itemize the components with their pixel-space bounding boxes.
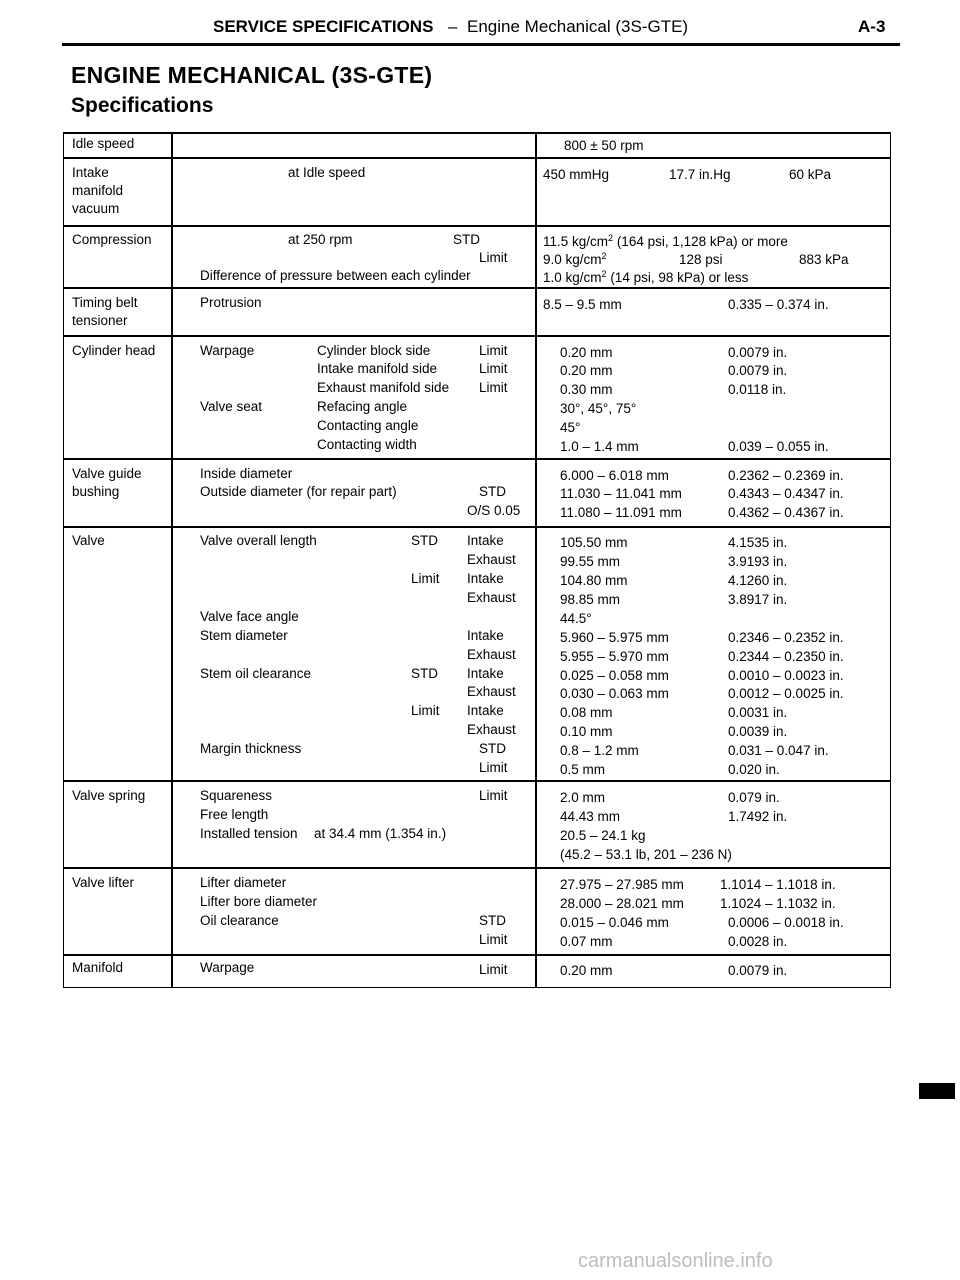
value-metric: 0.8 – 1.2 mm: [560, 743, 639, 758]
condition-label: Lifter bore diameter: [200, 894, 318, 909]
qualifier-limit: Limit: [479, 788, 508, 803]
value-imperial: 0.0028 in.: [728, 934, 788, 949]
qualifier-intake: Intake: [467, 703, 504, 718]
qualifier-intake: Intake: [467, 571, 504, 586]
value-metric: 1.0 $kg/cm^2$ (14 psi, 98 kPa) or less: [543, 269, 749, 285]
condition-label: Warpage: [200, 960, 255, 975]
condition-label: Oil clearance: [200, 913, 279, 928]
value-imperial: 0.0079 in.: [728, 363, 788, 378]
row-divider: [64, 780, 890, 782]
value-metric: 99.55 mm: [560, 554, 621, 569]
qualifier-intake: Intake: [467, 666, 504, 681]
qualifier-exhaust: Exhaust: [467, 647, 516, 662]
condition-label: Stem diameter: [200, 628, 288, 643]
value-imperial: 0.0079 in.: [728, 963, 788, 978]
condition-label: Valve seat: [200, 399, 263, 414]
value-metric: 0.20 mm: [560, 345, 613, 360]
condition-label: Free length: [200, 807, 269, 822]
running-header-section: SERVICE SPECIFICATIONS: [213, 17, 434, 36]
sub-condition: Intake manifold side: [317, 361, 438, 376]
value-metric: 27.975 – 27.985 mm: [560, 877, 684, 892]
value-imperial: 17.7 in.Hg: [669, 167, 731, 182]
qualifier-exhaust: Exhaust: [467, 684, 516, 699]
qualifier-limit: Limit: [479, 343, 508, 358]
row-divider: [64, 132, 890, 134]
value-metric: 450 mmHg: [543, 167, 610, 182]
value-imperial: 0.039 – 0.055 in.: [728, 439, 829, 454]
row-divider: [64, 867, 890, 869]
value-imperial: 0.4362 – 0.4367 in.: [728, 505, 844, 520]
item-label: Timing belt: [72, 295, 138, 310]
qualifier-limit: Limit: [411, 571, 440, 586]
value-metric: 0.20 mm: [560, 963, 613, 978]
page-number: A-3: [858, 17, 886, 36]
value-imperial: 0.0010 – 0.0023 in.: [728, 668, 844, 683]
value-imperial: 0.031 – 0.047 in.: [728, 743, 829, 758]
condition-label: Warpage: [200, 343, 255, 358]
qualifier-std: STD: [411, 533, 438, 548]
item-label: Valve guide: [72, 466, 142, 481]
running-header-subsection: Engine Mechanical (3S-GTE): [467, 17, 689, 36]
value-imperial: 0.2346 – 0.2352 in.: [728, 630, 844, 645]
value-kpa: 883 kPa: [799, 252, 849, 267]
condition-label: Inside diameter: [200, 466, 293, 481]
value-metric: 0.08 mm: [560, 705, 613, 720]
qualifier-limit: Limit: [479, 962, 508, 977]
value-imperial: 0.079 in.: [728, 790, 780, 805]
value-metric: 0.015 – 0.046 mm: [560, 915, 669, 930]
condition-label: Protrusion: [200, 295, 262, 310]
value-metric: 28.000 – 28.021 mm: [560, 896, 684, 911]
value-imperial: 0.0039 in.: [728, 724, 788, 739]
row-divider: [64, 458, 890, 460]
qualifier-std: STD: [411, 666, 438, 681]
row-divider: [64, 954, 890, 956]
value-kpa: 60 kPa: [789, 167, 832, 182]
value-metric: 0.07 mm: [560, 934, 613, 949]
value-metric: 8.5 – 9.5 mm: [543, 297, 622, 312]
value-metric: 0.30 mm: [560, 382, 613, 397]
row-divider: [64, 157, 890, 159]
page-title: ENGINE MECHANICAL (3S-GTE): [71, 62, 433, 88]
value-metric: 20.5 – 24.1 kg: [560, 828, 646, 843]
value-imperial: 0.0006 – 0.0018 in.: [728, 915, 844, 930]
row-divider: [64, 287, 890, 289]
condition-label: Outside diameter (for repair part): [200, 484, 397, 499]
qualifier-exhaust: Exhaust: [467, 552, 516, 567]
condition-label: Squareness: [200, 788, 273, 803]
column-divider: [171, 132, 173, 987]
item-label: Intake: [72, 165, 109, 180]
sub-condition: Contacting angle: [317, 418, 419, 433]
row-divider: [64, 335, 890, 337]
value-metric: 11.030 – 11.041 mm: [560, 486, 682, 501]
value-metric: (45.2 – 53.1 lb, 201 – 236 N): [560, 847, 732, 862]
sub-condition: Exhaust manifold side: [317, 380, 450, 395]
qualifier-std: STD: [453, 232, 480, 247]
item-label: Idle speed: [72, 136, 135, 151]
item-label: vacuum: [72, 201, 120, 216]
value-imperial: 3.9193 in.: [728, 554, 788, 569]
value-imperial: 3.8917 in.: [728, 592, 788, 607]
value-metric: 11.080 – 11.091 mm: [560, 505, 682, 520]
value-imperial: 0.335 – 0.374 in.: [728, 297, 829, 312]
value-imperial: 0.2344 – 0.2350 in.: [728, 649, 844, 664]
row-divider: [64, 526, 890, 528]
value-metric: 6.000 – 6.018 mm: [560, 468, 669, 483]
value-imperial: 0.0012 – 0.0025 in.: [728, 686, 844, 701]
qualifier-limit: Limit: [411, 703, 440, 718]
value-metric: 0.025 – 0.058 mm: [560, 668, 669, 683]
value-metric: 30°, 45°, 75°: [560, 401, 637, 416]
item-label: Valve spring: [72, 788, 146, 803]
qualifier-exhaust: Exhaust: [467, 722, 516, 737]
qualifier-limit: Limit: [479, 932, 508, 947]
value-imperial: 0.2362 – 0.2369 in.: [728, 468, 844, 483]
qualifier-limit: Limit: [479, 760, 508, 775]
value-imperial: 0.0079 in.: [728, 345, 788, 360]
running-header-dash: –: [448, 17, 458, 36]
section-subtitle: Specifications: [71, 94, 214, 117]
condition-label: Installed tension: [200, 826, 298, 841]
qualifier-intake: Intake: [467, 628, 504, 643]
condition-label: Stem oil clearance: [200, 666, 312, 681]
qualifier-limit: Limit: [479, 361, 508, 376]
condition-label: at Idle speed: [288, 165, 366, 180]
condition-label: Lifter diameter: [200, 875, 287, 890]
row-divider: [64, 225, 890, 227]
qualifier-intake: Intake: [467, 533, 504, 548]
value-imperial: 0.0118 in.: [728, 382, 787, 397]
qualifier-exhaust: Exhaust: [467, 590, 516, 605]
value-imperial: 1.1014 – 1.1018 in.: [720, 877, 836, 892]
item-label: tensioner: [72, 313, 128, 328]
value-metric: 5.955 – 5.970 mm: [560, 649, 669, 664]
value-metric: 0.5 mm: [560, 762, 606, 777]
value-metric: 5.960 – 5.975 mm: [560, 630, 669, 645]
item-label: manifold: [72, 183, 124, 198]
condition-label: Valve face angle: [200, 609, 299, 624]
value-imperial: 4.1260 in.: [728, 573, 788, 588]
value-metric: 800 ± 50 rpm: [564, 138, 644, 153]
value-metric: 0.20 mm: [560, 363, 613, 378]
value-imperial: 1.1024 – 1.1032 in.: [720, 896, 836, 911]
value-metric: 0.10 mm: [560, 724, 613, 739]
qualifier-std: STD: [479, 913, 506, 928]
column-divider: [535, 132, 537, 987]
value-imperial: 0.0031 in.: [728, 705, 788, 720]
sub-condition: Cylinder block side: [317, 343, 431, 358]
specifications-table: [63, 132, 891, 988]
qualifier-oversize: O/S 0.05: [467, 503, 521, 518]
value-metric: 104.80 mm: [560, 573, 628, 588]
value-metric: 2.0 mm: [560, 790, 606, 805]
item-label: bushing: [72, 484, 120, 499]
value-metric: 9.0 $kg/cm^2$: [543, 251, 607, 267]
sub-condition: Contacting width: [317, 437, 417, 452]
item-label: Valve lifter: [72, 875, 135, 890]
header-rule: [62, 43, 900, 46]
value-metric: 44.5°: [560, 611, 592, 626]
value-metric: 45°: [560, 420, 581, 435]
value-metric: 98.85 mm: [560, 592, 621, 607]
item-label: Compression: [72, 232, 152, 247]
value-metric: 44.43 mm: [560, 809, 621, 824]
value-imperial: 4.1535 in.: [728, 535, 788, 550]
value-imperial: 1.7492 in.: [728, 809, 788, 824]
sub-condition: Refacing angle: [317, 399, 408, 414]
condition-label: at 250 rpm: [288, 232, 353, 247]
qualifier-limit: Limit: [479, 380, 508, 395]
item-label: Valve: [72, 533, 105, 548]
value-imperial: 0.4343 – 0.4347 in.: [728, 486, 844, 501]
value-imperial: 0.020 in.: [728, 762, 780, 777]
qualifier-limit: Limit: [479, 250, 508, 265]
sub-condition: at 34.4 mm (1.354 in.): [314, 826, 447, 841]
item-label: Cylinder head: [72, 343, 156, 358]
value-metric: 105.50 mm: [560, 535, 628, 550]
value-metric: 1.0 – 1.4 mm: [560, 439, 639, 454]
watermark: carmanualsonline.info: [578, 1250, 773, 1272]
value-metric: 0.030 – 0.063 mm: [560, 686, 669, 701]
condition-label: Margin thickness: [200, 741, 302, 756]
condition-label: Difference of pressure between each cylinder: [200, 268, 471, 283]
value-metric: 11.5 $kg/cm^2$ (164 psi, 1,128 kPa) or more: [543, 233, 788, 249]
qualifier-std: STD: [479, 484, 506, 499]
value-imperial: 128 psi: [679, 252, 723, 267]
qualifier-std: STD: [479, 741, 506, 756]
item-label: Manifold: [72, 960, 124, 975]
condition-label: Valve overall length: [200, 533, 317, 548]
section-edge-tab: [919, 1083, 955, 1099]
